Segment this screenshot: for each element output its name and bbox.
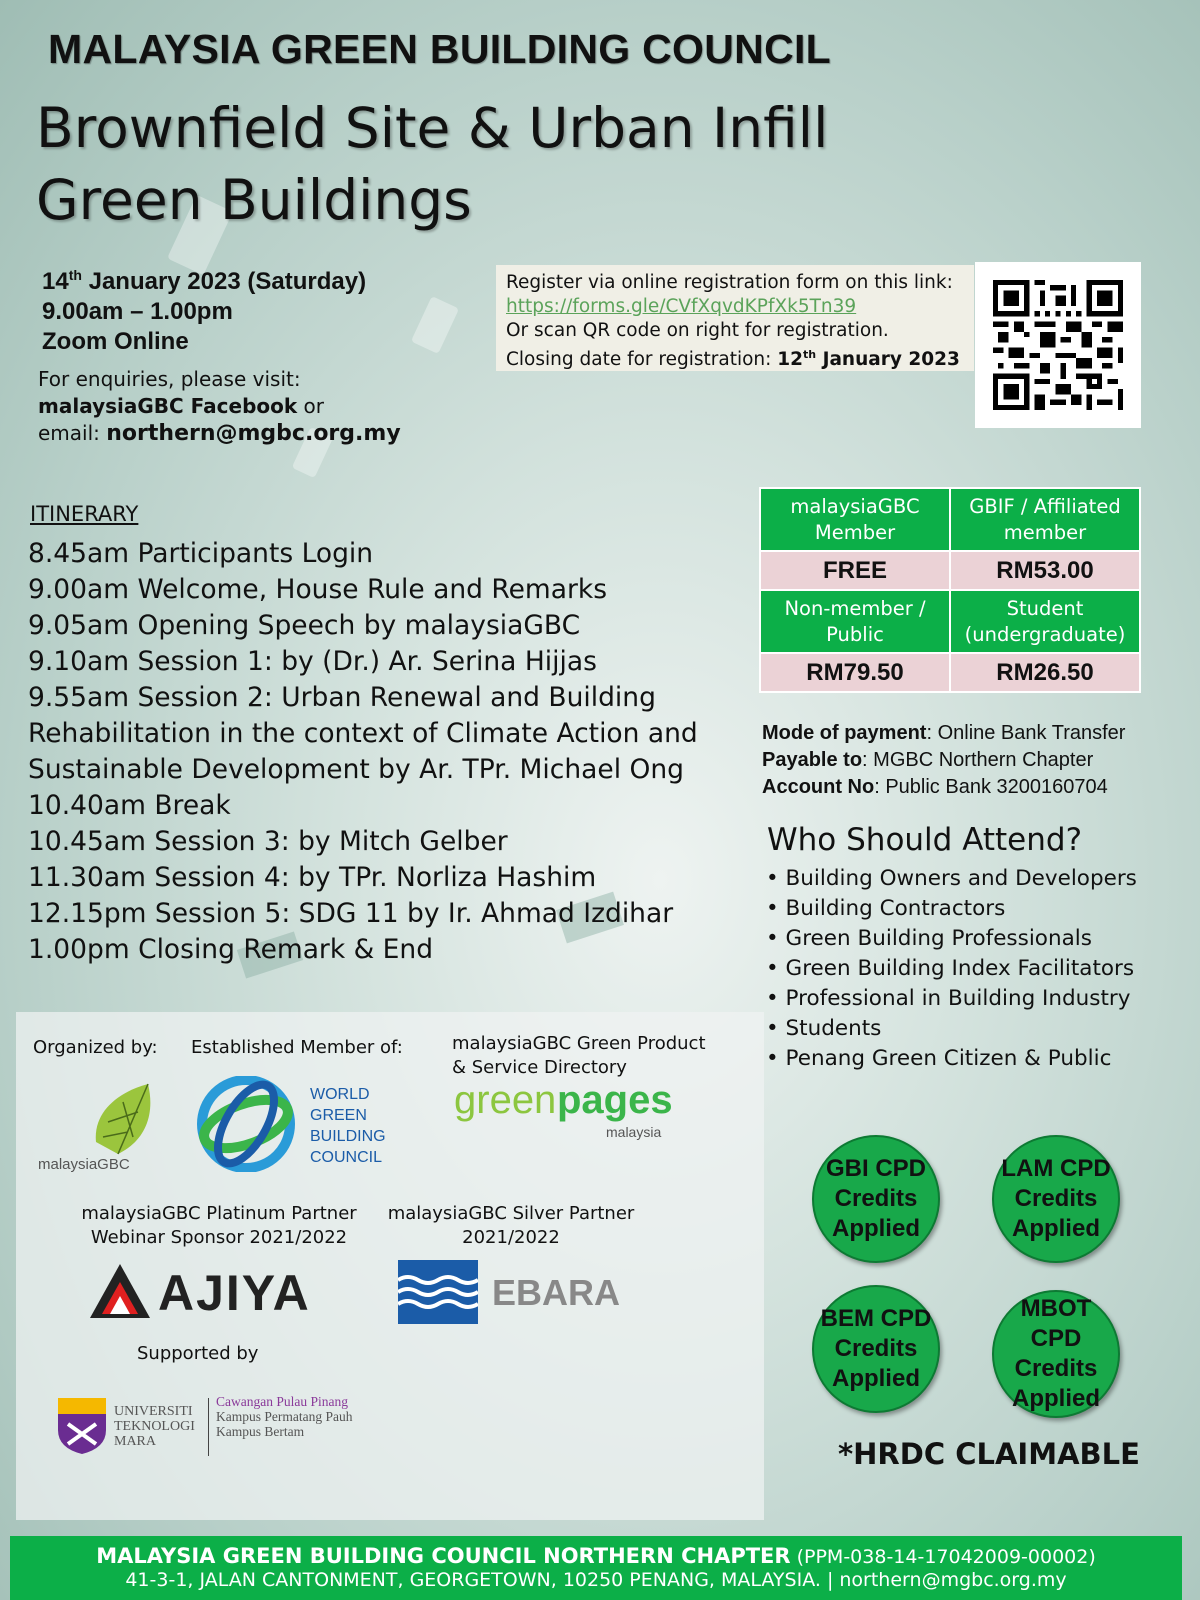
wgbc-word: COUNCIL xyxy=(310,1149,383,1166)
event-title xyxy=(36,92,828,236)
greenpages-logo-pages: pages xyxy=(557,1078,673,1122)
payable-label: Payable to xyxy=(762,749,863,771)
itinerary-item: 1.00pm Closing Remark & End xyxy=(28,934,434,965)
email-label: email: xyxy=(38,421,107,445)
uitm-logo-text xyxy=(114,1404,195,1449)
leaf-icon xyxy=(88,1082,158,1157)
title-line-1: Brownfield Site & Urban Infill xyxy=(36,96,829,160)
fee-header-member: malaysiaGBC Member xyxy=(760,488,950,551)
fee-price-affiliated: RM53.00 xyxy=(950,551,1140,590)
ajiya-triangle-icon xyxy=(88,1262,152,1320)
fee-table xyxy=(759,487,1141,693)
supported-by-label: Supported by xyxy=(137,1343,259,1364)
wgbc-word: WORLD xyxy=(310,1086,370,1103)
fee-price-public: RM79.50 xyxy=(760,653,950,692)
cpd-line: Credits xyxy=(1014,1355,1098,1382)
cpd-line: Credits xyxy=(1014,1185,1098,1212)
wgbc-word: BUILDING xyxy=(310,1128,386,1145)
cpd-line: Applied xyxy=(1012,1385,1100,1412)
greenpages-logo xyxy=(454,1078,694,1138)
closing-label: Closing date for registration: xyxy=(506,349,778,371)
who-should-attend-heading: Who Should Attend? xyxy=(767,822,1083,858)
background-decoration xyxy=(411,296,459,354)
itinerary-item: 9.10am Session 1: by (Dr.) Ar. Serina Hijjas xyxy=(28,646,597,677)
cpd-line: Applied xyxy=(831,1215,920,1242)
itinerary-item: 8.45am Participants Login xyxy=(28,538,374,569)
date-sup: th xyxy=(68,267,82,283)
payable-to: : MGBC Northern Chapter xyxy=(862,749,1094,771)
wgbc-word: GREEN xyxy=(310,1107,367,1124)
uitm-campus-text xyxy=(216,1394,352,1439)
itinerary-item: 9.00am Welcome, House Rule and Remarks xyxy=(28,574,608,605)
malaysiagbc-logo xyxy=(38,1082,158,1182)
cpd-line: LAM CPD xyxy=(1001,1155,1111,1182)
ajiya-logo xyxy=(88,1262,348,1322)
fee-header-public: Non-member / Public xyxy=(760,590,950,653)
itinerary-list xyxy=(28,536,728,968)
event-date xyxy=(42,260,366,297)
itinerary-item: 12.15pm Session 5: SDG 11 by Ir. Ahmad Izdihar xyxy=(28,898,674,929)
ebara-logo-text: EBARA xyxy=(492,1272,621,1313)
uitm-divider xyxy=(208,1398,209,1456)
registration-qr-note: Or scan QR code on right for registration. xyxy=(506,320,889,341)
itinerary-item: 10.45am Session 3: by Mitch Gelber xyxy=(28,826,508,857)
established-member-label: Established Member of: xyxy=(191,1037,403,1058)
silver-partner-label: malaysiaGBC Silver Partner 2021/2022 xyxy=(387,1203,635,1248)
title-line-2: Green Buildings xyxy=(36,168,472,232)
closing-rest: January 2023 xyxy=(816,349,960,371)
ajiya-logo-text: AJIYA xyxy=(158,1265,311,1321)
organized-by-label: Organized by: xyxy=(33,1037,158,1058)
greenpages-logo-green: green xyxy=(454,1078,557,1122)
uitm-shield-icon xyxy=(56,1396,108,1456)
cpd-line: Credits xyxy=(834,1335,918,1362)
wgbc-logo xyxy=(196,1076,416,1176)
ebara-wave-icon xyxy=(398,1260,478,1324)
list-item: • Penang Green Citizen & Public xyxy=(766,1044,1137,1074)
platinum-partner-label: malaysiaGBC Platinum Partner Webinar Sponsor 2021/2022 xyxy=(81,1203,357,1248)
footer xyxy=(10,1536,1182,1600)
cpd-line: GBI CPD xyxy=(825,1155,926,1182)
uitm-word: MARA xyxy=(114,1434,157,1449)
list-item: • Green Building Professionals xyxy=(766,924,1137,954)
event-details xyxy=(42,260,366,357)
list-item: • Professional in Building Industry xyxy=(766,984,1137,1014)
facebook-link[interactable]: malaysiaGBC Facebook xyxy=(38,394,298,418)
payment-mode: : Online Bank Transfer xyxy=(926,722,1126,744)
fee-header-student: Student (undergraduate) xyxy=(950,590,1140,653)
itinerary-item: 11.30am Session 4: by TPr. Norliza Hashim xyxy=(28,862,597,893)
payment-mode-label: Mode of payment xyxy=(762,722,927,744)
footer-ppm: (PPM-038-14-17042009-00002) xyxy=(790,1546,1096,1568)
registration-line: Register via online registration form on this link: xyxy=(506,272,953,293)
itinerary-item: 9.55am Session 2: Urban Renewal and Building Rehabilitation in the context of Climate Action and Sustainable Development by Ar. TPr. Michael Ong xyxy=(28,682,698,785)
cpd-line: BEM CPD xyxy=(820,1305,932,1332)
itinerary-heading: ITINERARY xyxy=(30,502,139,526)
uitm-campus: Kampus Bertam xyxy=(216,1424,305,1439)
gbi-cpd-badge xyxy=(812,1135,940,1263)
closing-day: 12 xyxy=(777,349,804,371)
date-rest: January 2023 (Saturday) xyxy=(81,268,367,295)
lam-cpd-badge xyxy=(992,1135,1120,1263)
account-label: Account No xyxy=(762,776,875,798)
hrdc-claimable: *HRDC CLAIMABLE xyxy=(838,1437,1140,1471)
event-time: 9.00am – 1.00pm xyxy=(42,298,233,325)
bem-cpd-badge xyxy=(812,1285,940,1413)
enquiry-or: or xyxy=(297,394,324,418)
globe-icon xyxy=(196,1076,296,1172)
uitm-campus: Kampus Permatang Pauh xyxy=(216,1409,353,1424)
mbot-cpd-badge xyxy=(992,1290,1120,1418)
uitm-campus: Cawangan Pulau Pinang xyxy=(216,1394,348,1409)
footer-address: 41-3-1, JALAN CANTONMENT, GEORGETOWN, 10250 PENANG, MALAYSIA. | northern@mgbc.org.my xyxy=(125,1569,1067,1591)
list-item: • Students xyxy=(766,1014,1137,1044)
uitm-word: UNIVERSITI xyxy=(114,1404,193,1419)
itinerary-item: 10.40am Break xyxy=(28,790,231,821)
registration-closing xyxy=(506,343,964,372)
cpd-line: MBOT CPD xyxy=(1020,1295,1092,1352)
itinerary-item: 9.05am Opening Speech by malaysiaGBC xyxy=(28,610,581,641)
enquiry-block xyxy=(38,366,401,447)
qr-code[interactable] xyxy=(975,262,1141,428)
malaysiagbc-logo-text: malaysiaGBC xyxy=(38,1156,130,1173)
closing-sup: th xyxy=(803,348,817,361)
qr-code-icon xyxy=(993,280,1123,410)
list-item: • Building Owners and Developers xyxy=(766,864,1137,894)
ebara-logo xyxy=(398,1260,638,1326)
council-heading: MALAYSIA GREEN BUILDING COUNCIL xyxy=(48,26,832,72)
fee-price-member: FREE xyxy=(760,551,950,590)
list-item: • Green Building Index Facilitators xyxy=(766,954,1137,984)
sponsors-panel xyxy=(16,1012,764,1520)
cpd-line: Credits xyxy=(834,1185,918,1212)
footer-title xyxy=(10,1544,1182,1568)
greenpages-logo-malaysia: malaysia xyxy=(606,1124,662,1140)
wgbc-logo-text xyxy=(310,1084,386,1168)
cpd-line: Applied xyxy=(831,1365,920,1392)
registration-link[interactable]: https://forms.gle/CVfXqvdKPfXk5Tn39 xyxy=(506,296,857,317)
cpd-line: Applied xyxy=(1011,1215,1100,1242)
uitm-word: TEKNOLOGI xyxy=(114,1419,195,1434)
greenpages-label: malaysiaGBC Green Product & Service Directory xyxy=(452,1033,706,1078)
fee-header-affiliated: GBIF / Affiliated member xyxy=(950,488,1140,551)
fee-price-student: RM26.50 xyxy=(950,653,1140,692)
date-day: 14 xyxy=(42,268,69,295)
who-should-attend-list xyxy=(766,864,1137,1074)
registration-box xyxy=(496,265,974,371)
event-venue: Zoom Online xyxy=(42,328,189,355)
uitm-logo xyxy=(56,1394,396,1464)
list-item: • Building Contractors xyxy=(766,894,1137,924)
enquiry-email[interactable]: northern@mgbc.org.my xyxy=(106,421,401,446)
footer-name: MALAYSIA GREEN BUILDING COUNCIL NORTHERN CHAPTER xyxy=(96,1544,791,1568)
account-number: : Public Bank 3200160704 xyxy=(874,776,1108,798)
enquiry-line: For enquiries, please visit: xyxy=(38,367,301,391)
payment-info xyxy=(762,720,1125,801)
